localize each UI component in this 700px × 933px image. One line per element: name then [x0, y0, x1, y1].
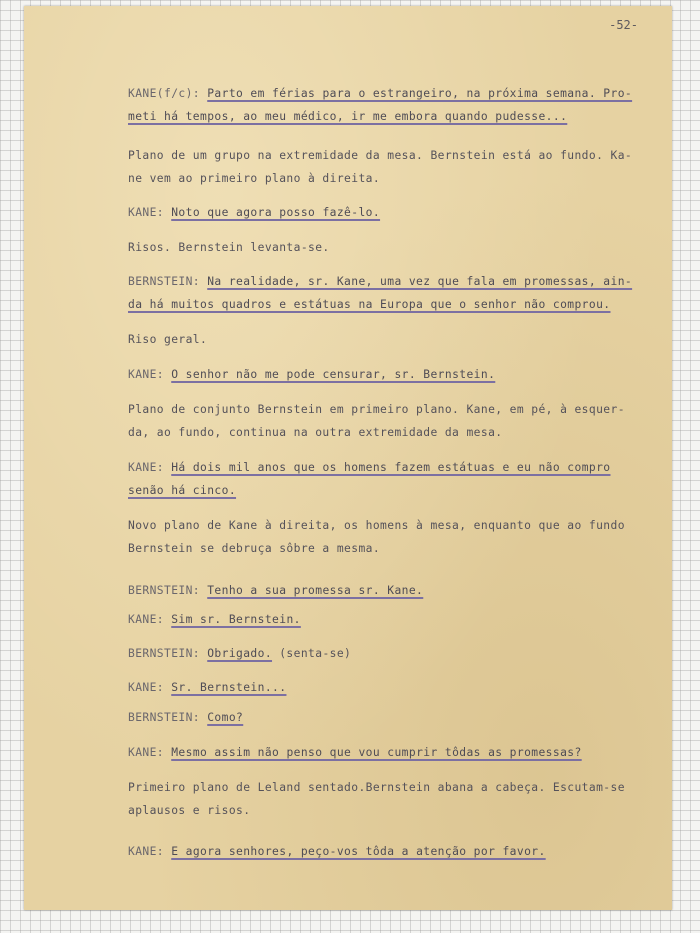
stage-direction: Risos. Bernstein levanta-se. [128, 241, 330, 254]
dialogue-text: meti há tempos, ao meu médico, ir me embora quando pudesse... [128, 110, 568, 123]
dialogue-text: Sr. Bernstein... [171, 681, 287, 694]
dialogue-line [128, 206, 380, 220]
stage-direction: aplausos e risos. [128, 804, 251, 817]
stage-direction: Novo plano de Kane à direita, os homens à mesa, enquanto que ao fundo [128, 519, 625, 532]
dialogue-line [128, 298, 611, 312]
speaker-label: KANE: [128, 461, 165, 474]
dialogue-text: Tenho a sua promessa sr. Kane. [207, 584, 424, 597]
dialogue-text: O senhor não me pode censurar, sr. Bernstein. [171, 368, 496, 381]
dialogue-text: senão há cinco. [128, 484, 237, 497]
dialogue-text: E agora senhores, peço-vos tôda a atenção por favor. [171, 845, 546, 858]
dialogue-line [128, 87, 632, 101]
stage-direction: Riso geral. [128, 333, 208, 346]
dialogue-line [128, 845, 546, 859]
speaker-label: BERNSTEIN: [128, 647, 201, 660]
speaker-label: BERNSTEIN: [128, 711, 201, 724]
stage-direction: da, ao fundo, continua na outra extremidade da mesa. [128, 426, 503, 439]
typewritten-page [24, 6, 672, 910]
stage-direction: Plano de um grupo na extremidade da mesa. Bernstein está ao fundo. Ka- [128, 149, 633, 162]
speaker-label: KANE: [128, 368, 165, 381]
dialogue-text: Obrigado. [207, 647, 273, 660]
dialogue-text: Noto que agora posso fazê-lo. [171, 206, 381, 219]
dialogue-text: da há muitos quadros e estátuas na Europa que o senhor não comprou. [128, 298, 611, 311]
dialogue-text: Mesmo assim não penso que vou cumprir tôdas as promessas? [171, 746, 582, 759]
dialogue-line [128, 275, 632, 289]
dialogue-line [128, 461, 611, 475]
speaker-label: KANE(f/c): [128, 87, 201, 100]
dialogue-line [128, 711, 243, 725]
dialogue-line [128, 613, 301, 627]
speaker-label: KANE: [128, 845, 165, 858]
speaker-label: KANE: [128, 681, 165, 694]
dialogue-line [128, 584, 423, 598]
dialogue-text: Como? [207, 711, 244, 724]
stage-direction: Plano de conjunto Bernstein em primeiro plano. Kane, em pé, à esquer- [128, 403, 625, 416]
dialogue-line [128, 368, 495, 382]
stage-direction: ne vem ao primeiro plano à direita. [128, 172, 381, 185]
dialogue-text: Parto em férias para o estrangeiro, na próxima semana. Pro- [207, 87, 633, 100]
stage-direction: Primeiro plano de Leland sentado.Bernstein abana a cabeça. Escutam-se [128, 781, 625, 794]
dialogue-line [128, 484, 236, 498]
speaker-label: KANE: [128, 746, 165, 759]
page-number: -52- [609, 18, 638, 32]
dialogue-text: Na realidade, sr. Kane, uma vez que fala em promessas, ain- [207, 275, 633, 288]
stage-direction: Bernstein se debruça sôbre a mesma. [128, 542, 381, 555]
dialogue-line [128, 647, 351, 661]
speaker-label: BERNSTEIN: [128, 275, 201, 288]
speaker-label: KANE: [128, 206, 165, 219]
dialogue-text: Há dois mil anos que os homens fazem estátuas e eu não compro [171, 461, 611, 474]
dialogue-line [128, 681, 286, 695]
dialogue-text: Sim sr. Bernstein. [171, 613, 301, 626]
speaker-label: KANE: [128, 613, 165, 626]
dialogue-line [128, 746, 582, 760]
parenthetical-note: (senta-se) [279, 647, 352, 660]
dialogue-line [128, 110, 567, 124]
speaker-label: BERNSTEIN: [128, 584, 201, 597]
